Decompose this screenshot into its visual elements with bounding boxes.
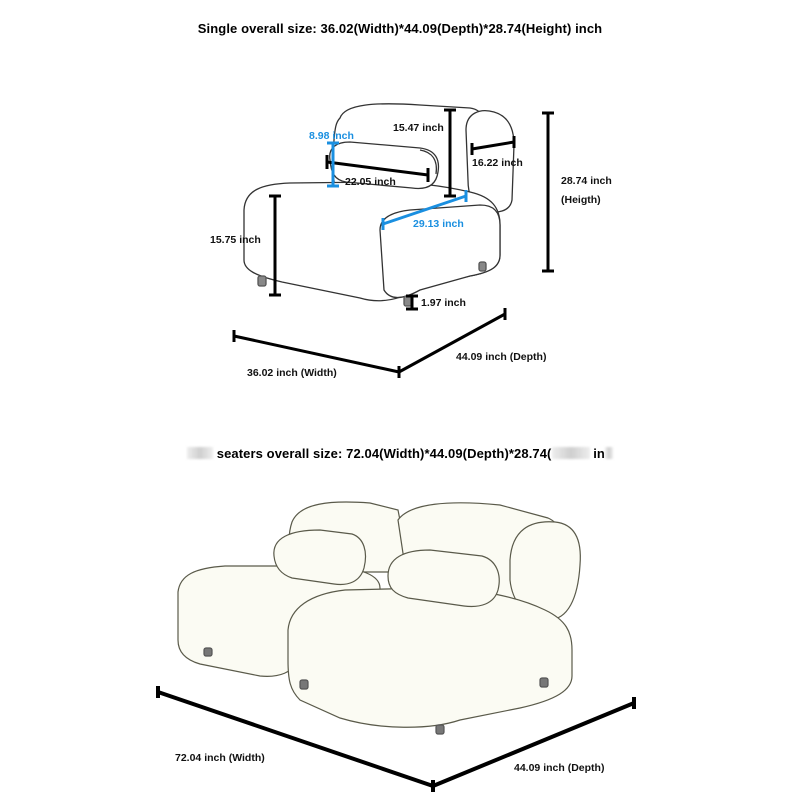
double-title-tail: in [593, 446, 605, 461]
double-sofa-drawing [178, 502, 580, 734]
pillow-length-label: 22.05 inch [345, 176, 396, 188]
single-size-title: Single overall size: 36.02(Width)*44.09(Depth)*28.74(Height) inch [197, 21, 603, 36]
leg-height-label: 1.97 inch [421, 297, 466, 309]
single-width-label: 36.02 inch (Width) [247, 367, 337, 379]
single-depth-label: 44.09 inch (Depth) [456, 351, 547, 363]
back-height-label: 15.47 inch [393, 122, 444, 134]
total-height-label: 28.74 inch [561, 175, 612, 187]
back-depth-label: 16.22 inch [472, 157, 523, 169]
double-depth-label: 44.09 inch (Depth) [514, 762, 605, 774]
pillow-height-label: 8.98 inch [309, 130, 354, 142]
single-sofa-drawing [244, 104, 514, 306]
seat-height-label: 15.75 inch [210, 234, 261, 246]
double-width-label: 72.04 inch (Width) [175, 752, 265, 764]
total-height-unit: (Heigth) [561, 194, 601, 206]
double-title-text: seaters overall size: 72.04(Width)*44.09(Depth)*28.74( [216, 446, 552, 461]
seat-depth-label: 29.13 inch [413, 218, 464, 230]
